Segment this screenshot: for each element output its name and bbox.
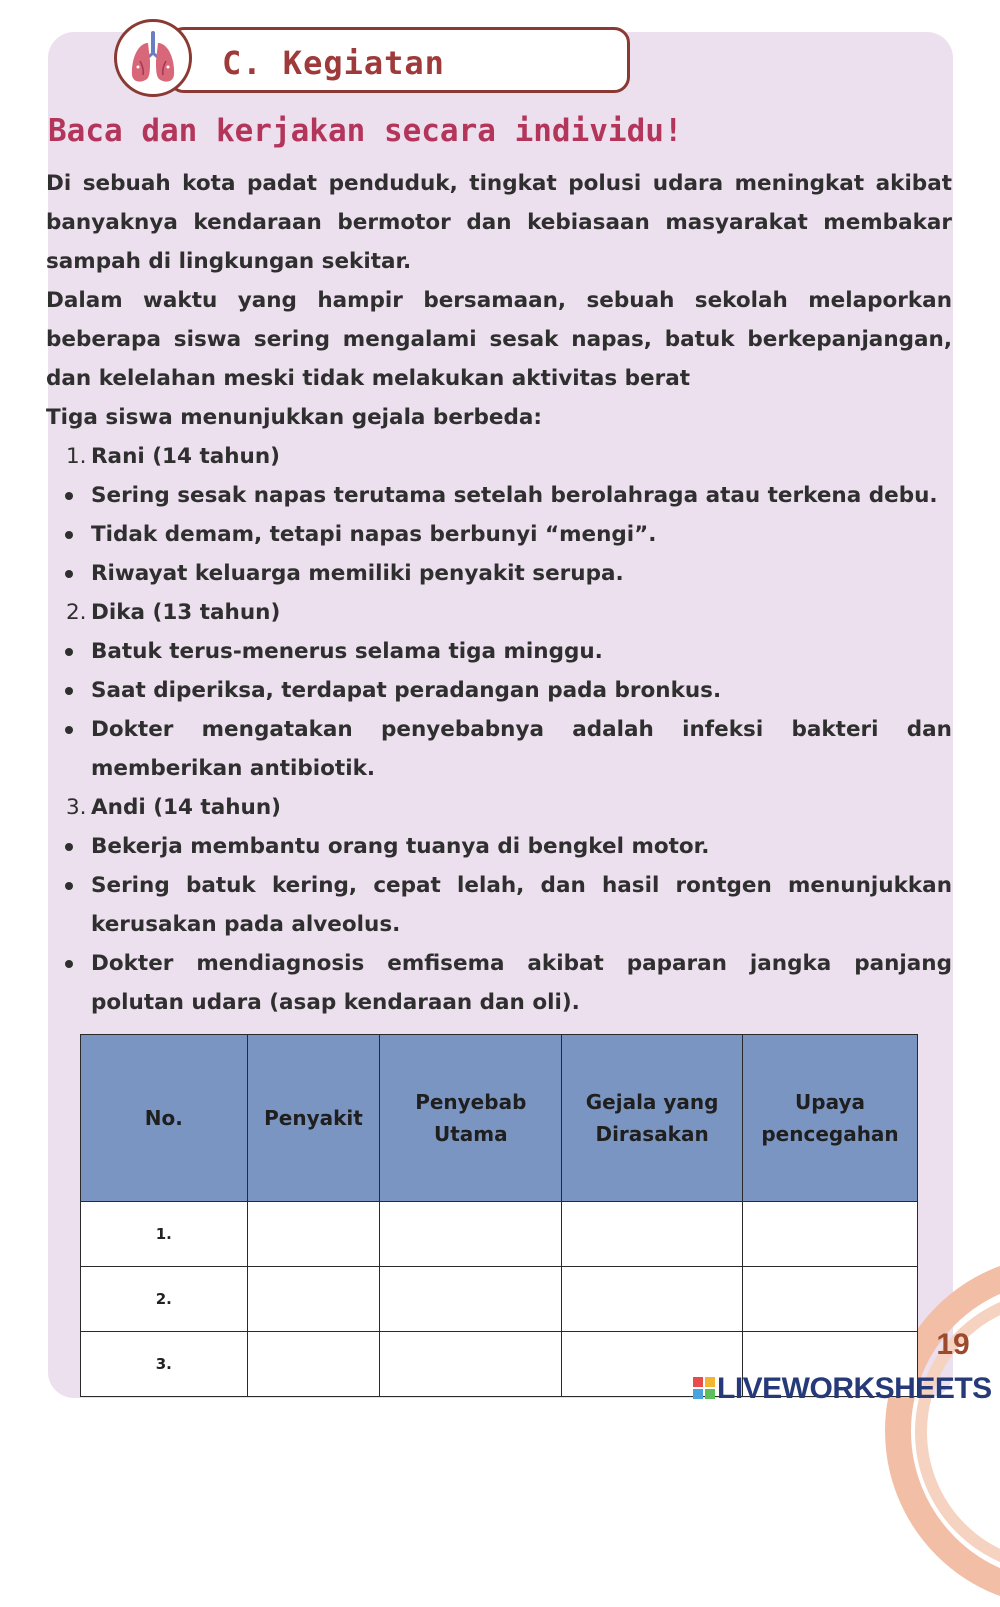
case-number: 1. [66,444,87,469]
answer-cell-penyakit[interactable] [247,1267,380,1332]
answer-cell-penyebab[interactable] [380,1267,562,1332]
paragraph: Di sebuah kota padat penduduk, tingkat polusi udara meningkat akibat banyaknya kendaraan bermotor dan kebiasaan masyarakat membakar sampah di lingkungan sekitar. [46,171,952,274]
symptom-item: Riwayat keluarga memiliki penyakit serupa. [46,554,952,593]
row-number: 3. [81,1332,248,1397]
bullet-icon [65,726,73,734]
case-heading [46,788,952,827]
row-number: 1. [81,1202,248,1267]
answer-cell-penyebab[interactable] [380,1202,562,1267]
row-number: 2. [81,1267,248,1332]
section-title: C. Kegiatan [222,44,445,82]
answer-cell-gejala[interactable] [562,1267,743,1332]
brand-logo[interactable] [693,1372,992,1406]
answer-cell-penyebab[interactable] [380,1332,562,1397]
symptom-item: Sering sesak napas terutama setelah berolahraga atau terkena debu. [46,476,952,515]
column-header-penyebab: Penyebab Utama [380,1035,562,1202]
column-header-penyakit: Penyakit [247,1035,380,1202]
symptom-item: Dokter mengatakan penyebabnya adalah infeksi bakteri dan memberikan antibiotik. [46,710,952,788]
lung-badge [114,19,192,97]
symptom-item: Saat diperiksa, terdapat peradangan pada bronkus. [46,671,952,710]
bullet-icon [65,570,73,578]
bullet-icon [65,960,73,968]
symptom-item: Tidak demam, tetapi napas berbunyi “mengi”. [46,515,952,554]
table-header-row [81,1035,918,1202]
column-header-upaya: Upaya pencegahan [743,1035,918,1202]
instruction-heading: Baca dan kerjakan secara individu! [48,113,683,149]
case-number: 2. [66,600,87,625]
case-heading [46,437,952,476]
table-row [81,1202,918,1267]
case-name: Andi (14 tahun) [91,795,281,820]
column-header-no: No. [81,1035,248,1202]
answer-cell-upaya[interactable] [743,1267,918,1332]
table-row [81,1267,918,1332]
answer-cell-gejala[interactable] [562,1202,743,1267]
bullet-icon [65,882,73,890]
symptom-item: Dokter mendiagnosis emfisema akibat paparan jangka panjang polutan udara (asap kendaraan dan oli). [46,944,952,1022]
answer-cell-penyakit[interactable] [247,1332,380,1397]
answer-table [80,1034,918,1397]
brand-name: LIVEWORKSHEETS [717,1372,992,1405]
lungs-icon [128,31,178,87]
bullet-icon [65,492,73,500]
cases-intro: Tiga siswa menunjukkan gejala berbeda: [46,405,542,430]
symptom-item: Sering batuk kering, cepat lelah, dan hasil rontgen menunjukkan kerusakan pada alveolus. [46,866,952,944]
column-header-gejala: Gejala yang Dirasakan [562,1035,743,1202]
liveworksheets-logo-icon [693,1377,715,1399]
bullet-icon [65,531,73,539]
bullet-icon [65,648,73,656]
case-heading [46,593,952,632]
paragraph: Dalam waktu yang hampir bersamaan, sebuah sekolah melaporkan beberapa siswa sering mengalami sesak napas, batuk berkepanjangan, dan kelelahan meski tidak melakukan aktivitas berat [46,288,952,391]
symptom-item: Bekerja membantu orang tuanya di bengkel motor. [46,827,952,866]
bullet-icon [65,843,73,851]
bullet-icon [65,687,73,695]
page-number: 19 [936,1328,970,1361]
reading-passage [46,164,952,1022]
case-name: Rani (14 tahun) [91,444,280,469]
answer-cell-penyakit[interactable] [247,1202,380,1267]
case-number: 3. [66,795,87,820]
answer-cell-upaya[interactable] [743,1202,918,1267]
case-name: Dika (13 tahun) [91,600,281,625]
symptom-item: Batuk terus-menerus selama tiga minggu. [46,632,952,671]
